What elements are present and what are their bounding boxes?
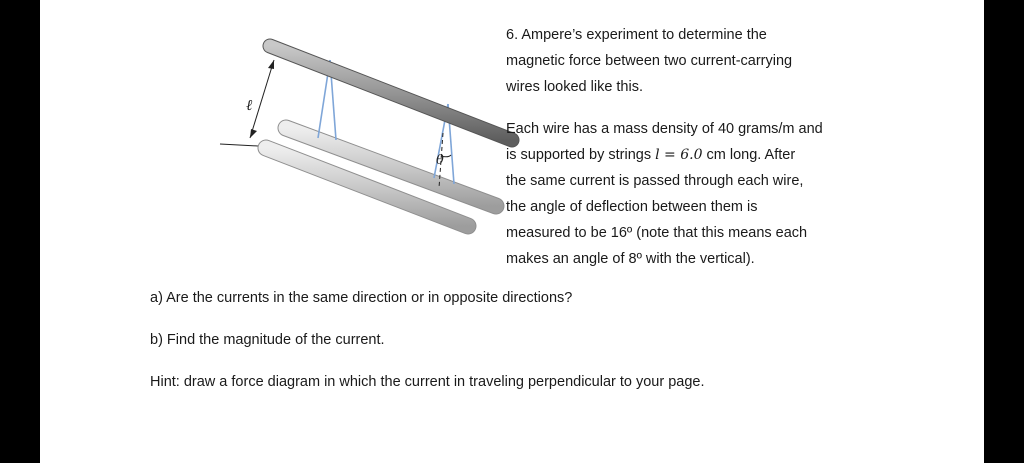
desc-line: measured to be 16º (note that this means each [506,225,808,241]
length-label: ℓ [246,96,253,114]
question-b: b) Find the magnitude of the current. [150,332,385,348]
desc-line: the angle of deflection between them is [506,199,758,215]
question-a: a) Are the currents in the same direction or in opposite directions? [150,290,573,306]
problem-intro [506,22,906,100]
string-length-math: l = 6.0 [655,147,703,163]
angle-label: θ [436,153,444,168]
intro-line: wires looked like this. [506,79,643,95]
desc-line-string-length: is supported by strings l = 6.0 cm long. After [506,147,796,163]
desc-line: Each wire has a mass density of 40 grams/m and [506,121,823,137]
document-page [40,0,984,463]
hint: Hint: draw a force diagram in which the current in traveling perpendicular to your page. [150,374,705,390]
ampere-apparatus-figure [178,28,528,258]
intro-line: magnetic force between two current-carrying [506,53,793,69]
desc-line: makes an angle of 8º with the vertical). [506,251,755,267]
upper-rod [270,46,512,140]
desc-line: the same current is passed through each wire, [506,173,804,189]
problem-title: 6. Ampere’s experiment to determine the [506,27,767,43]
problem-description [506,116,906,272]
